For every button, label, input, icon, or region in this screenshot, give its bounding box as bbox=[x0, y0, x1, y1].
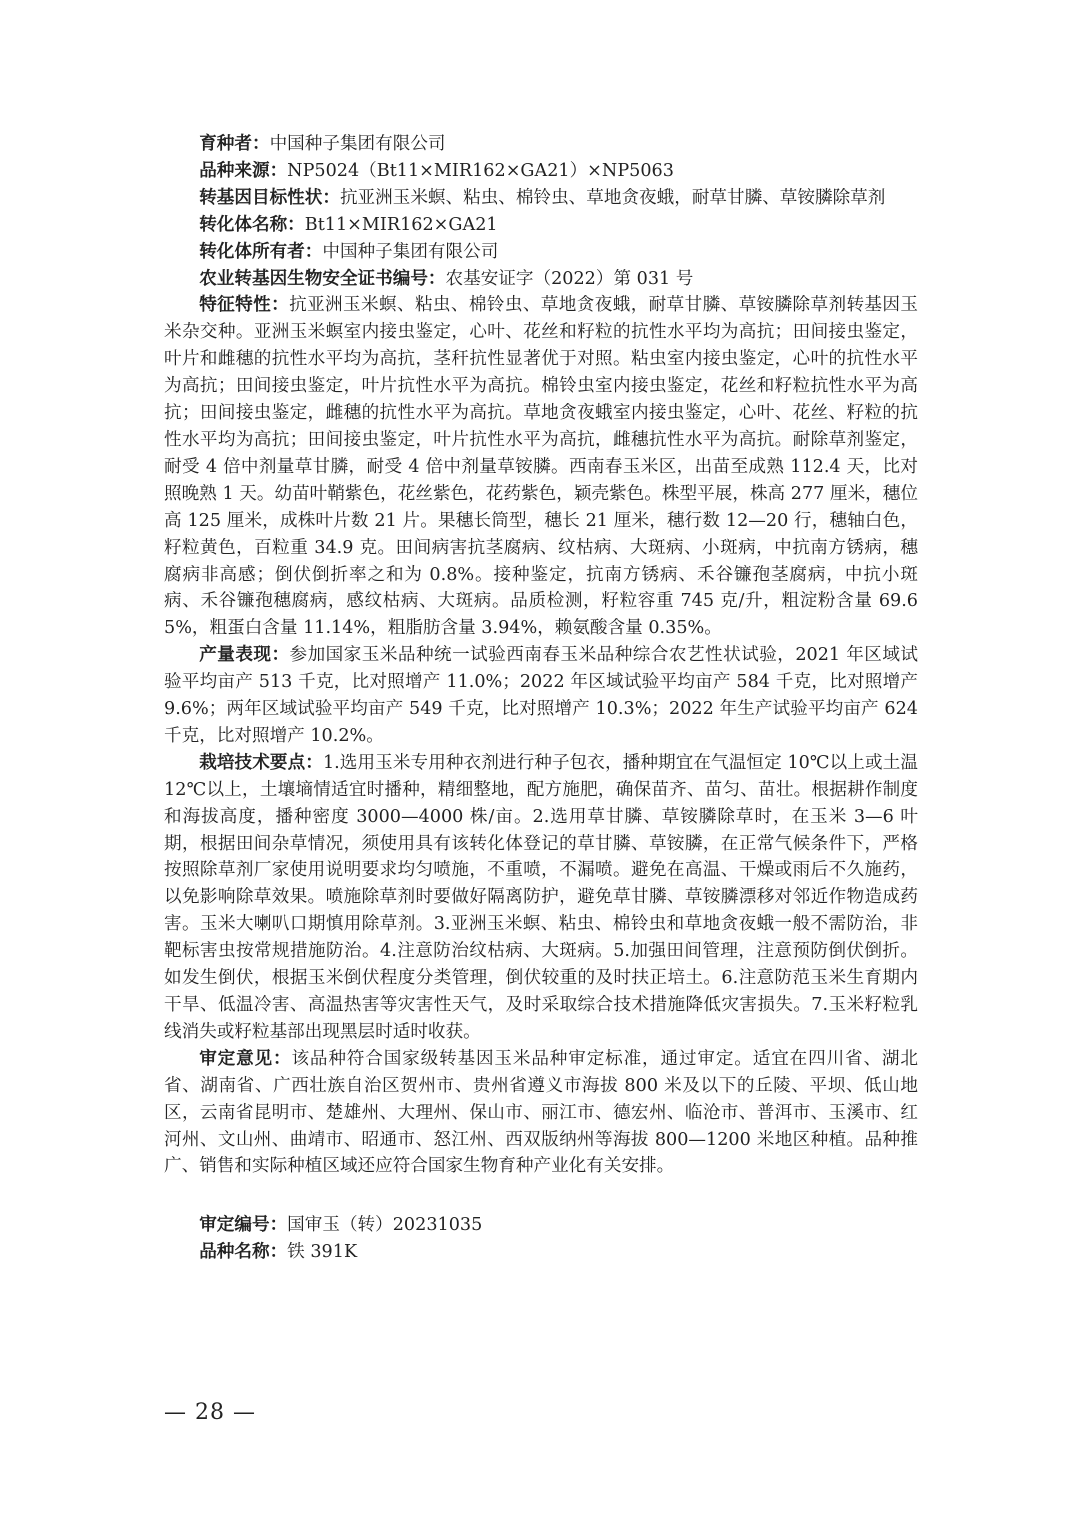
approval-number-label: 审定编号： bbox=[199, 1215, 288, 1236]
event-name-value: Bt11×MIR162×GA21 bbox=[304, 214, 498, 235]
target-traits-line bbox=[164, 185, 918, 212]
cultivation-label: 栽培技术要点： bbox=[199, 752, 323, 773]
variety-source-line bbox=[164, 158, 918, 185]
approval-opinion-label: 审定意见： bbox=[199, 1048, 292, 1069]
event-owner-line bbox=[164, 239, 918, 266]
event-name-label: 转化体名称： bbox=[199, 214, 305, 235]
event-owner-value: 中国种子集团有限公司 bbox=[322, 241, 499, 262]
approval-opinion-paragraph bbox=[164, 1046, 918, 1181]
yield-text: 参加国家玉米品种统一试验西南春玉米品种综合农艺性状试验，2021 年区域试验平均亩产 513 千克，比对照增产 11.0%；2022 年区域试验平均亩产 584 千克，比对照增产 9.6%；两年区域试验平均亩产 549 千克，比对照增产 10.3%；2022 年生产试验平均亩产 624 千克，比对照增产 10.2%。 bbox=[164, 645, 918, 746]
event-name-line bbox=[164, 212, 918, 239]
event-owner-label: 转化体所有者： bbox=[199, 241, 323, 262]
variety-record bbox=[164, 131, 918, 1266]
characteristics-paragraph bbox=[164, 292, 918, 642]
yield-label: 产量表现： bbox=[199, 645, 290, 666]
variety-name-value: 铁 391K bbox=[287, 1242, 358, 1263]
characteristics-label: 特征特性： bbox=[199, 295, 290, 316]
characteristics-text: 抗亚洲玉米螟、粘虫、棉铃虫、草地贪夜蛾，耐草甘膦、草铵膦除草剂转基因玉米杂交种。亚洲玉米螟室内接虫鉴定，心叶、花丝和籽粒的抗性水平均为高抗；田间接虫鉴定，叶片和雌穗的抗性水平均为高抗，茎秆抗性显著优于对照。粘虫室内接虫鉴定，心叶的抗性水平为高抗；田间接虫鉴定，叶片抗性水平为高抗。棉铃虫室内接虫鉴定，花丝和籽粒抗性水平为高抗；田间接虫鉴定，雌穗的抗性水平为高抗。草地贪夜蛾室内接虫鉴定，心叶、花丝、籽粒的抗性水平均为高抗；田间接虫鉴定，叶片抗性水平为高抗，雌穗抗性水平为高抗。耐除草剂鉴定，耐受 4 倍中剂量草甘膦，耐受 4 倍中剂量草铵膦。西南春玉米区，出苗至成熟 112.4 天，比对照晚熟 1 天。幼苗叶鞘紫色，花丝紫色，花药紫色，颖壳紫色。株型平展，株高 277 厘米，穗位高 125 厘米，成株叶片数 21 片。果穗长筒型，穗长 21 厘米，穗行数 12—20 行，穗轴白色，籽粒黄色，百粒重 34.9 克。田间病害抗茎腐病、纹枯病、大斑病、小斑病，中抗南方锈病，穗腐病非高感；倒伏倒折率之和为 0.8%。接种鉴定，抗南方锈病、禾谷镰孢茎腐病，中抗小斑病、禾谷镰孢穗腐病，感纹枯病、大斑病。品质检测，籽粒容重 745 克/升，粗淀粉含量 69.65%，粗蛋白含量 11.14%，粗脂肪含量 3.94%，赖氨酸含量 0.35%。 bbox=[164, 295, 918, 639]
variety-source-label: 品种来源： bbox=[199, 160, 288, 181]
breeder-value: 中国种子集团有限公司 bbox=[269, 134, 446, 154]
breeder-label: 育种者： bbox=[199, 134, 270, 154]
target-traits-label: 转基因目标性状： bbox=[199, 187, 340, 208]
approval-opinion-text: 该品种符合国家级转基因玉米品种审定标准，通过审定。适宜在四川省、湖北省、湖南省、广西壮族自治区贺州市、贵州省遵义市海拔 800 米及以下的丘陵、平坝、低山地区，云南省昆明市、楚雄州、大理州、保山市、丽江市、德宏州、临沧市、普洱市、玉溪市、红河州、文山州、曲靖市、昭通市、怒江州、西双版纳州等海拔 800—1200 米地区种植。品种推广、销售和实际种植区域还应符合国家生物育种产业化有关安排。 bbox=[164, 1048, 918, 1177]
approval-number-value: 国审玉（转）20231035 bbox=[287, 1215, 483, 1236]
biosafety-cert-value: 农基安证字（2022）第 031 号 bbox=[445, 268, 694, 289]
page-number: — 28 — bbox=[164, 1400, 256, 1425]
cultivation-text: 1.选用玉米专用种衣剂进行种子包衣，播种期宜在气温恒定 10℃以上或土温 12℃以上，土壤墒情适宜时播种，精细整地，配方施肥，确保苗齐、苗匀、苗壮。根据耕作制度和海拔高度，播种密度 3000—4000 株/亩。2.选用草甘膦、草铵膦除草时，在玉米 3—6 叶期，根据田间杂草情况，须使用具有该转化体登记的草甘膦、草铵膦，在正常气候条件下，严格按照除草剂厂家使用说明要求均匀喷施，不重喷，不漏喷。避免在高温、干燥或雨后不久施药，以免影响除草效果。喷施除草剂时要做好隔离防护，避免草甘膦、草铵膦漂移对邻近作物造成药害。玉米大喇叭口期慎用除草剂。3.亚洲玉米螟、粘虫、棉铃虫和草地贪夜蛾一般不需防治，非靶标害虫按常规措施防治。4.注意防治纹枯病、大斑病。5.加强田间管理，注意预防倒伏倒折。如发生倒伏，根据玉米倒伏程度分类管理，倒伏较重的及时扶正培土。6.注意防范玉米生育期内干旱、低温冷害、高温热害等灾害性天气，及时采取综合技术措施降低灾害损失。7.玉米籽粒乳线消失或籽粒基部出现黑层时适时收获。 bbox=[164, 752, 918, 1042]
biosafety-cert-line bbox=[164, 266, 918, 293]
variety-name-label: 品种名称： bbox=[199, 1242, 288, 1263]
biosafety-cert-label: 农业转基因生物安全证书编号： bbox=[199, 268, 446, 289]
breeder-line bbox=[164, 131, 918, 158]
variety-name-line bbox=[164, 1239, 918, 1266]
variety-source-value: NP5024（Bt11×MIR162×GA21）×NP5063 bbox=[287, 160, 674, 181]
section-spacer bbox=[164, 1180, 918, 1212]
target-traits-value: 抗亚洲玉米螟、粘虫、棉铃虫、草地贪夜蛾，耐草甘膦、草铵膦除草剂 bbox=[339, 187, 886, 208]
cultivation-paragraph bbox=[164, 750, 918, 1046]
approval-number-line bbox=[164, 1212, 918, 1239]
yield-paragraph bbox=[164, 642, 918, 750]
